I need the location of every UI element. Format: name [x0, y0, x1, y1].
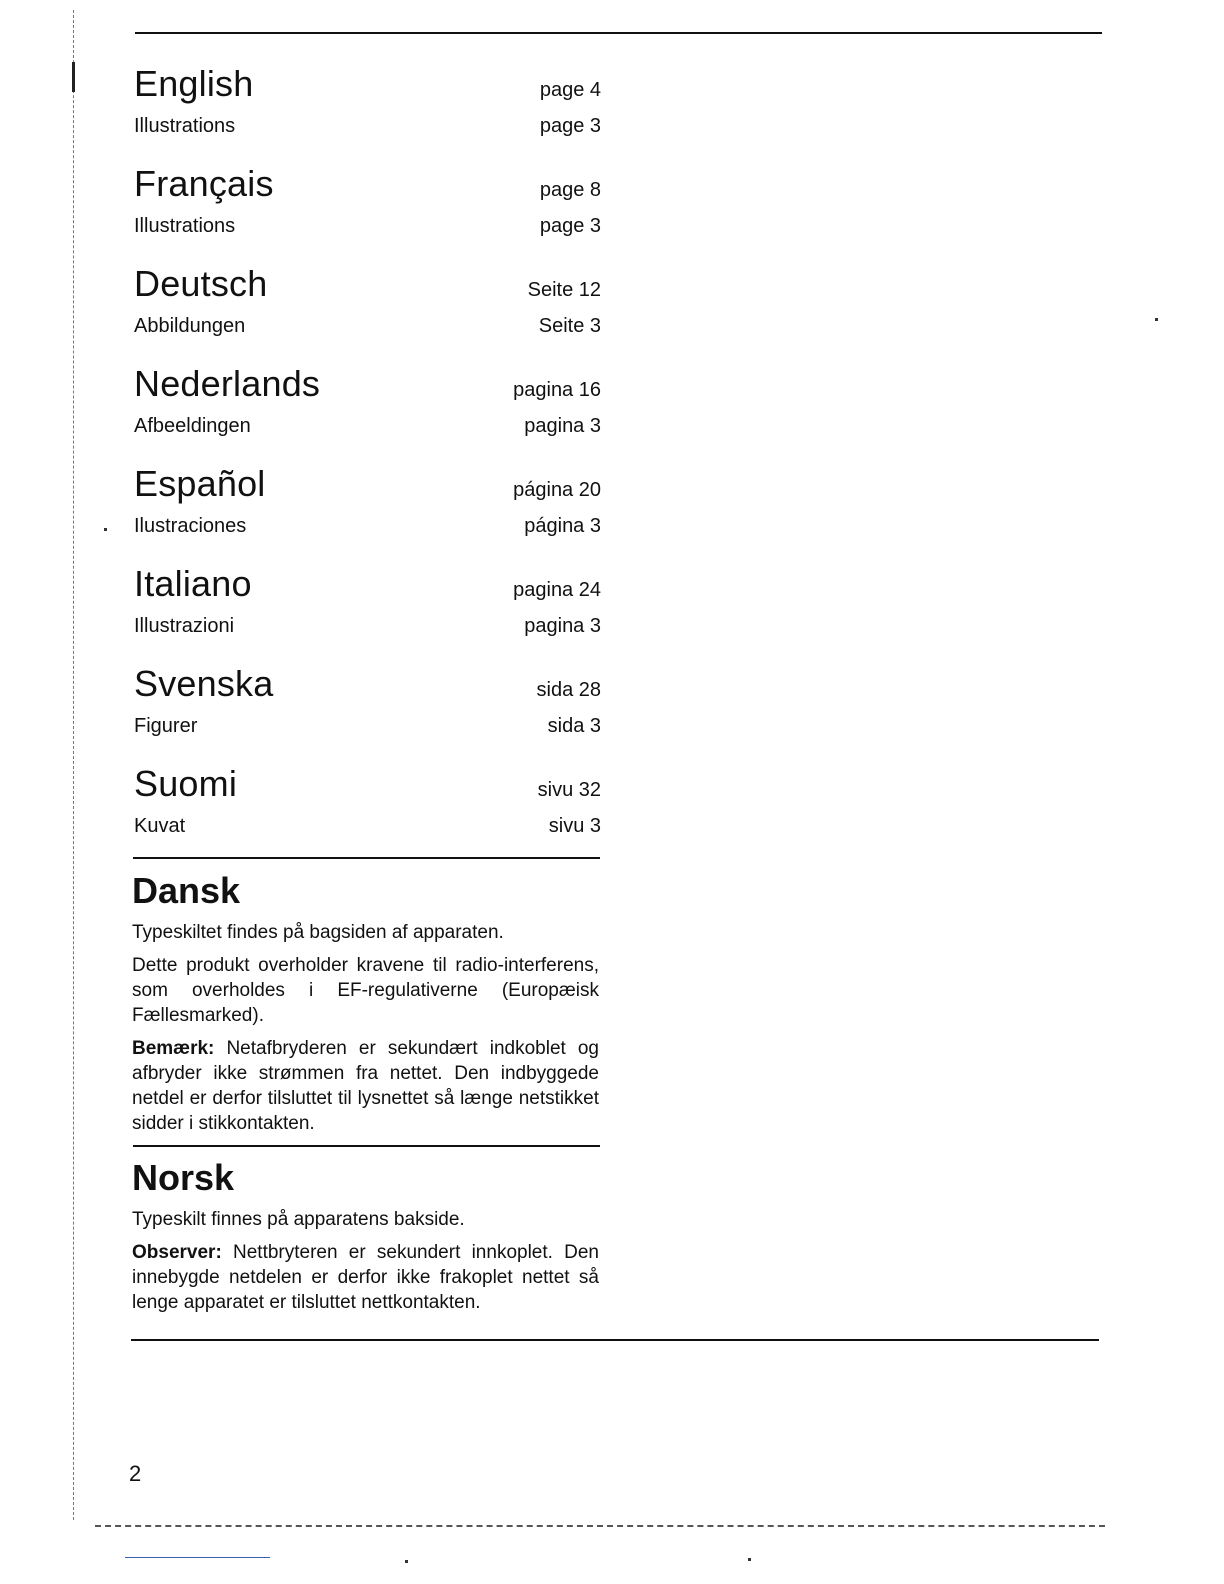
binding-edge — [73, 10, 74, 1520]
toc-entry-italiano — [134, 560, 601, 660]
toc-entry-english — [134, 60, 601, 160]
toc-entry-svenska — [134, 660, 601, 760]
dansk-section — [132, 870, 599, 1144]
toc-page-ref: page 8 — [539, 179, 601, 201]
note-label: Observer: — [132, 1242, 222, 1263]
note-label: Bemærk: — [132, 1038, 215, 1059]
note-text: Netafbryderen er sekundært indkoblet og afbryder ikke strømmen fra nettet. Den indbyggede netdel er derfor tilsluttet til lysnettet så længe netstikket sidder i stikkontakten. — [132, 1038, 599, 1134]
norsk-section — [132, 1157, 599, 1323]
note-paragraph — [132, 1240, 599, 1315]
scan-artifact — [95, 1525, 1105, 1527]
top-rule — [135, 32, 1102, 34]
toc-page-ref: página 20 — [513, 479, 601, 501]
toc-sub-page-ref: Seite 3 — [538, 315, 601, 337]
toc-page-ref: pagina 16 — [513, 379, 601, 401]
toc-heading: Deutsch — [134, 263, 268, 304]
toc-page-ref: pagina 24 — [513, 579, 601, 601]
scan-artifact — [125, 1557, 270, 1558]
toc-page-ref: sida 28 — [536, 679, 601, 701]
note-paragraph — [132, 1036, 599, 1136]
toc-sub-label: Illustrations — [134, 215, 236, 237]
toc-page-ref: Seite 12 — [527, 279, 601, 301]
paragraph: Dette produkt overholder kravene til radio-interferens, som overholdes i EF-regulativerne (Europæisk Fællesmarked). — [132, 955, 599, 1026]
section-title: Dansk — [132, 870, 241, 911]
toc-sub-page-ref: página 3 — [524, 515, 601, 537]
toc-heading: Nederlands — [134, 363, 321, 404]
section-title: Norsk — [132, 1157, 235, 1198]
toc-page-ref: page 4 — [539, 79, 601, 101]
toc-sub-label: Abbildungen — [134, 315, 246, 337]
page-number: 2 — [129, 1461, 142, 1486]
scan-speck — [104, 528, 107, 531]
toc-heading: Suomi — [134, 763, 238, 804]
toc-sub-label: Illustrazioni — [134, 615, 235, 637]
toc-sub-label: Figurer — [134, 715, 198, 737]
paragraph: Typeskilt finnes på apparatens bakside. — [132, 1209, 465, 1230]
toc-entry-deutsch — [134, 260, 601, 360]
toc-page-ref: sivu 32 — [537, 779, 601, 801]
toc-entry-nederlands — [134, 360, 601, 460]
toc-sub-page-ref: page 3 — [539, 115, 601, 137]
scan-speck — [405, 1560, 408, 1563]
toc-sub-page-ref: page 3 — [539, 215, 601, 237]
paragraph: Typeskiltet findes på bagsiden af apparaten. — [132, 922, 504, 943]
toc-sub-page-ref: sida 3 — [547, 715, 601, 737]
section-divider — [133, 1145, 600, 1147]
scan-speck — [748, 1558, 751, 1561]
toc-sub-label: Afbeeldingen — [134, 415, 251, 437]
toc-sub-label: Kuvat — [134, 815, 186, 837]
toc-heading: Español — [134, 463, 266, 504]
toc-sub-page-ref: sivu 3 — [548, 815, 601, 837]
scan-speck — [1155, 318, 1158, 321]
language-index — [134, 60, 601, 860]
toc-heading: English — [134, 63, 254, 104]
toc-entry-francais — [134, 160, 601, 260]
note-text: Nettbryteren er sekundert innkoplet. Den innebygde netdelen er derfor ikke frakoplet nettet så lenge apparatet er tilsluttet nettkontakten. — [132, 1242, 600, 1313]
bottom-rule — [131, 1339, 1099, 1341]
toc-heading: Svenska — [134, 663, 274, 704]
toc-heading: Italiano — [134, 563, 252, 604]
toc-entry-espanol — [134, 460, 601, 560]
section-divider — [133, 857, 600, 859]
toc-sub-page-ref: pagina 3 — [524, 415, 601, 437]
toc-heading: Français — [134, 163, 274, 204]
binding-mark — [72, 62, 75, 92]
toc-entry-suomi — [134, 760, 601, 860]
toc-sub-label: Ilustraciones — [134, 515, 247, 537]
toc-sub-label: Illustrations — [134, 115, 236, 137]
toc-sub-page-ref: pagina 3 — [524, 615, 601, 637]
